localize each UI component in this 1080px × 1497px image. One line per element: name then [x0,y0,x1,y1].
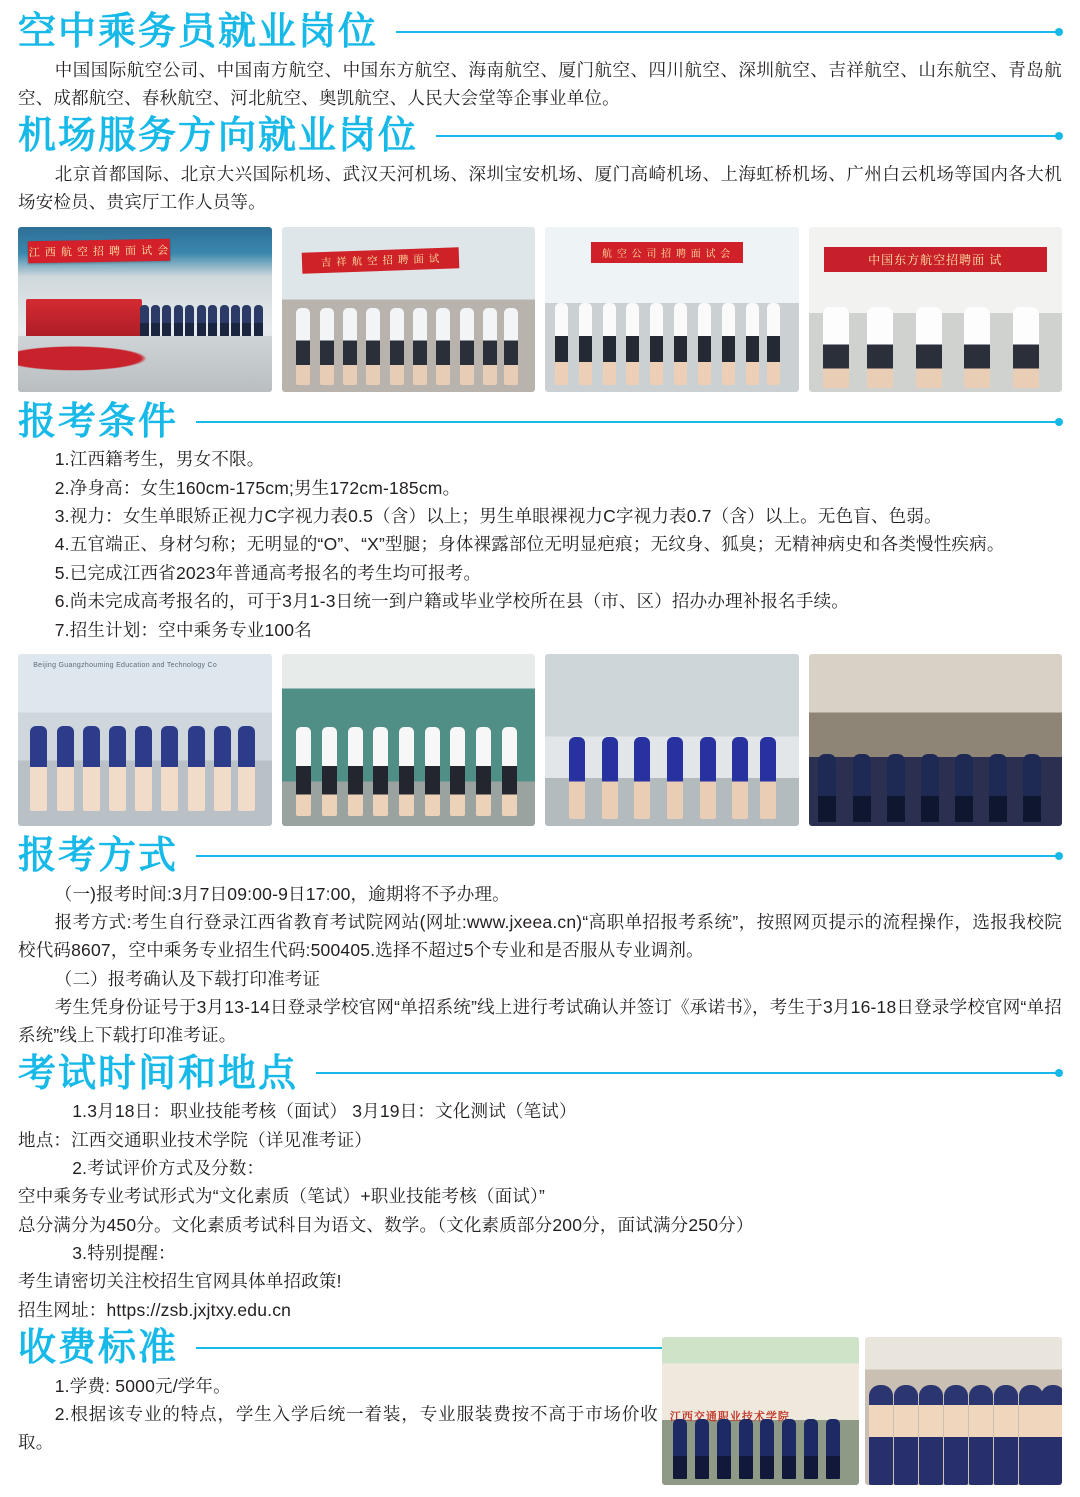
photo-strip-training [18,654,1062,826]
crew-selfie-photo [865,1337,1062,1485]
section-title: 报考条件 [18,398,179,443]
heading-rule [436,135,1062,137]
requirement-item-1: 1.江西籍考生，男女不限。 [54,449,265,470]
section-title: 报考方式 [18,832,179,877]
requirement-item-2: 2.净身高：女生160cm-175cm;男生172cm-185cm。 [54,477,461,498]
classroom-meeting-photo [809,654,1063,826]
exam-dates-text: 1.3月18日：职业技能考核（面试） 3月19日：文化测试（笔试） [72,1101,577,1122]
bright-hall-candidates-photo [545,227,799,392]
candidate-row [670,1414,851,1479]
stairs-blue-uniform-photo [545,654,799,826]
seated-uniform-group-photo [18,654,272,826]
exam-total-score-text: 总分满分为450分。文化素质考试科目为语文、数学。（文化素质部分200分，面试满分250分） [18,1214,754,1235]
heading-rule [316,1072,1062,1074]
application-time-text: （一)报考时间:3月7日09:00-9日17:00，逾期将不予办理。 [54,883,510,904]
campus-gate-group-photo [662,1337,859,1485]
special-notice-text: 考生请密切关注校招生官网具体单招政策! [18,1271,342,1292]
application-confirm-heading: （二）报考确认及下载打印准考证 [54,968,321,989]
admissions-website-text: 招生网址：https://zsb.jxjtxy.edu.cn [18,1299,292,1320]
requirement-item-5: 5.已完成江西省2023年普通高考报名的考生均可报考。 [54,562,482,583]
candidate-row [553,289,791,385]
red-table [26,299,143,342]
heading-rule [396,31,1062,33]
candidate-row [140,283,267,356]
section-title: 空中乘务员就业岗位 [18,9,379,53]
classroom-lineup-photo [282,227,536,392]
green-curtain-lineup-photo [282,654,536,826]
section-heading-cabin-crew-jobs [18,10,1062,54]
application-steps-text: 报考方式:考生自行登录江西省教育考试院网站(网址:www.jxeea.cn)“高职单招报考系统”，按照网页提示的流程操作，选报我校院校代码8607，空中乘务专业招生代码:500405.选择不超过5个专业和是否服从专业调剂。 [18,911,1062,961]
section-title: 机场服务方向就业岗位 [18,113,419,158]
recruitment-hall-desk-photo [18,227,272,392]
candidate-row [555,726,788,819]
photo-strip-bottom [662,1337,1062,1485]
application-confirm-text: 考生凭身份证号于3月13-14日登录学校官网“单招系统”线上进行考试确认并签订《承诺书》，考生于3月16-18日登录学校官网“单招系统”线上下载打印准考证。 [18,996,1062,1046]
exam-scoring-heading: 2.考试评价方式及分数： [72,1157,265,1178]
heading-rule [196,855,1062,857]
candidate-row [292,293,525,385]
candidate-row [867,1369,1060,1484]
photo-strip-recruitment [18,227,1062,392]
requirement-item-6: 6.尚未完成高考报名的，可于3月1-3日统一到户籍或毕业学校所在县（市、区）招办办理补报名手续。 [54,591,849,612]
requirement-item-7: 7.招生计划：空中乘务专业100名 [54,619,312,640]
section-heading-application-requirements [18,400,1062,444]
heading-rule [196,1347,678,1349]
china-eastern-interview-photo [809,227,1063,392]
requirement-item-3: 3.视力：女生单眼矫正视力C字视力表0.5（含）以上；男生单眼裸视力C字视力表0.7（含）以上。无色盲、色弱。 [54,506,942,527]
section-heading-application-method [18,834,1062,878]
exam-format-text: 空中乘务专业考试形式为“文化素质（笔试）+职业技能考核（面试）” [18,1186,546,1207]
seated-row [814,736,1057,822]
cabin-crew-jobs-text: 中国国际航空公司、中国南方航空、中国东方航空、海南航空、厦门航空、四川航空、深圳航空、吉祥航空、山东航空、青岛航空、成都航空、春秋航空、河北航空、奥凯航空、人民大会堂等企事业单位。 [18,59,1062,109]
candidate-row [814,286,1057,388]
seated-row [26,709,264,816]
section-title: 考试时间和地点 [18,1050,299,1095]
fee-standard-block [18,1372,658,1457]
fee-item-2: 2.根据该专业的特点，学生入学后统一着装，专业服装费按不高于市场价收取。 [18,1404,658,1453]
candidate-row [292,712,525,815]
requirement-item-4: 4.五官端正、身材匀称；无明显的“O”、“X”型腿；身体裸露部位无明显疤痕；无纹身、狐臭；无精神病史和各类慢性疾病。 [54,534,1005,555]
fee-item-1: 1.学费: 5000元/学年。 [54,1375,231,1396]
section-heading-fee-standard [18,1326,678,1370]
heading-rule [196,421,1062,423]
section-title: 收费标准 [18,1325,179,1370]
exam-location-text: 地点：江西交通职业技术学院（详见准考证） [18,1129,372,1150]
special-notice-heading: 3.特别提醒： [72,1243,176,1263]
section-heading-exam-time-place [18,1052,1062,1096]
airport-service-jobs-text: 北京首都国际、北京大兴国际机场、武汉天河机场、深圳宝安机场、厦门高崎机场、上海虹桥机场、广州白云机场等国内各大机场安检员、贵宾厅工作人员等。 [18,164,1062,213]
section-heading-airport-service-jobs [18,114,1062,158]
